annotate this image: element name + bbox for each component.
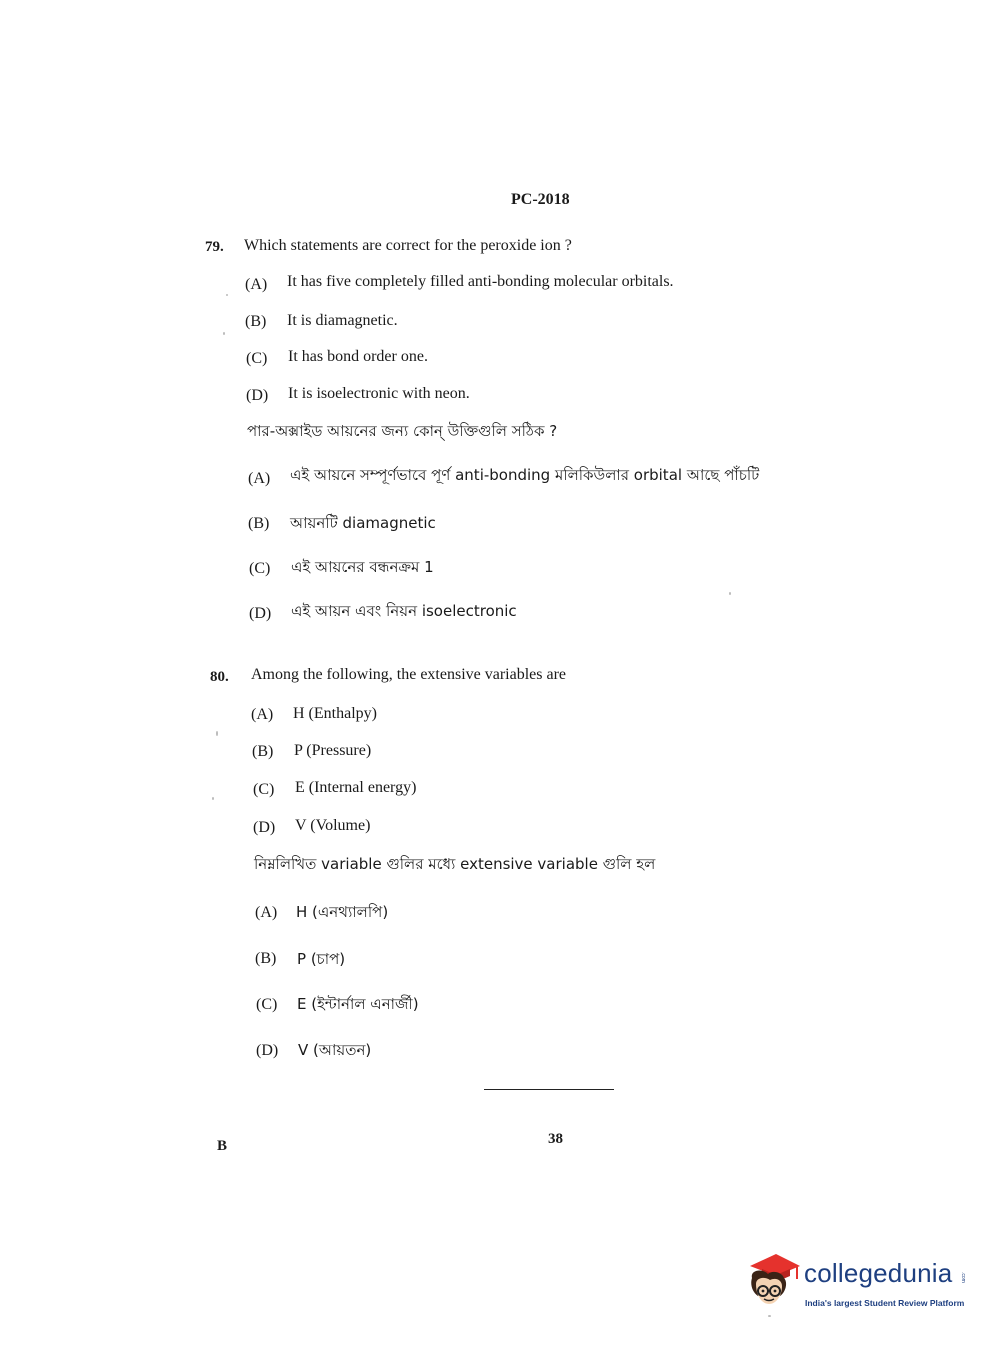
brand-tagline: India's largest Student Review Platform	[805, 1298, 965, 1308]
collegedunia-logo	[742, 1252, 972, 1320]
scan-speck	[216, 731, 218, 736]
option-text-bengali: এই আয়নে সম্পূর্ণভাবে পূর্ণ anti-bonding মলিকিউলার orbital আছে পাঁচটি	[290, 466, 760, 484]
option-text-bengali: এই আয়নের বন্ধনক্রম 1	[291, 558, 434, 576]
option-label: (C)	[249, 560, 271, 577]
option-text: P (Pressure)	[294, 742, 372, 759]
option-label: (D)	[249, 605, 272, 622]
option-label: (B)	[248, 515, 270, 532]
option-label: (A)	[255, 904, 278, 921]
option-text: It is diamagnetic.	[287, 312, 398, 329]
question-number: 79.	[205, 239, 224, 255]
option-label: (B)	[255, 950, 277, 967]
option-text: H (Enthalpy)	[293, 705, 377, 722]
question-text: Which statements are correct for the peroxide ion ?	[244, 237, 572, 254]
scan-speck	[223, 332, 225, 335]
option-label: (A)	[245, 276, 268, 293]
option-label: (C)	[256, 996, 278, 1013]
option-label: (B)	[245, 313, 267, 330]
option-text: It has five completely filled anti-bonding molecular orbitals.	[287, 273, 674, 290]
option-text: It is isoelectronic with neon.	[288, 385, 470, 402]
option-label: (A)	[248, 470, 271, 487]
option-text-bengali: এই আয়ন এবং নিয়ন isoelectronic	[291, 602, 517, 620]
option-text-bengali: P (চাপ)	[297, 950, 346, 968]
option-text-bengali: H (এনথ্যালপি)	[296, 903, 389, 921]
question-text-bengali: নিম্নলিখিত variable গুলির মধ্যে extensive variable গুলি হল	[254, 855, 656, 873]
option-label: (C)	[246, 350, 268, 367]
end-divider	[484, 1089, 614, 1090]
question-text-bengali: পার-অক্সাইড আয়নের জন্য কোন্ উক্তিগুলি সঠিক ?	[247, 422, 558, 440]
option-text: V (Volume)	[295, 817, 371, 834]
option-label: (D)	[253, 819, 276, 836]
option-label: (D)	[246, 387, 269, 404]
scan-speck	[212, 797, 214, 800]
set-code: B	[217, 1138, 228, 1154]
option-label: (A)	[251, 706, 274, 723]
question-number: 80.	[210, 669, 229, 685]
option-label: (B)	[252, 743, 274, 760]
option-text: E (Internal energy)	[295, 779, 417, 796]
brand-name: collegedunia	[804, 1258, 953, 1288]
scan-speck	[226, 294, 228, 296]
brand-domain: .com	[960, 1272, 966, 1283]
question-text: Among the following, the extensive variables are	[251, 666, 567, 683]
option-text-bengali: E (ইন্টার্নাল এনার্জী)	[297, 995, 419, 1013]
mascot-icon	[742, 1252, 802, 1316]
option-label: (D)	[256, 1042, 279, 1059]
option-label: (C)	[253, 781, 275, 798]
paper-code: PC-2018	[511, 191, 570, 208]
scan-speck	[729, 592, 731, 595]
option-text-bengali: V (আয়তন)	[298, 1041, 372, 1059]
option-text-bengali: আয়নটি diamagnetic	[290, 514, 436, 532]
option-text: It has bond order one.	[288, 348, 428, 365]
page-number: 38	[548, 1131, 563, 1147]
